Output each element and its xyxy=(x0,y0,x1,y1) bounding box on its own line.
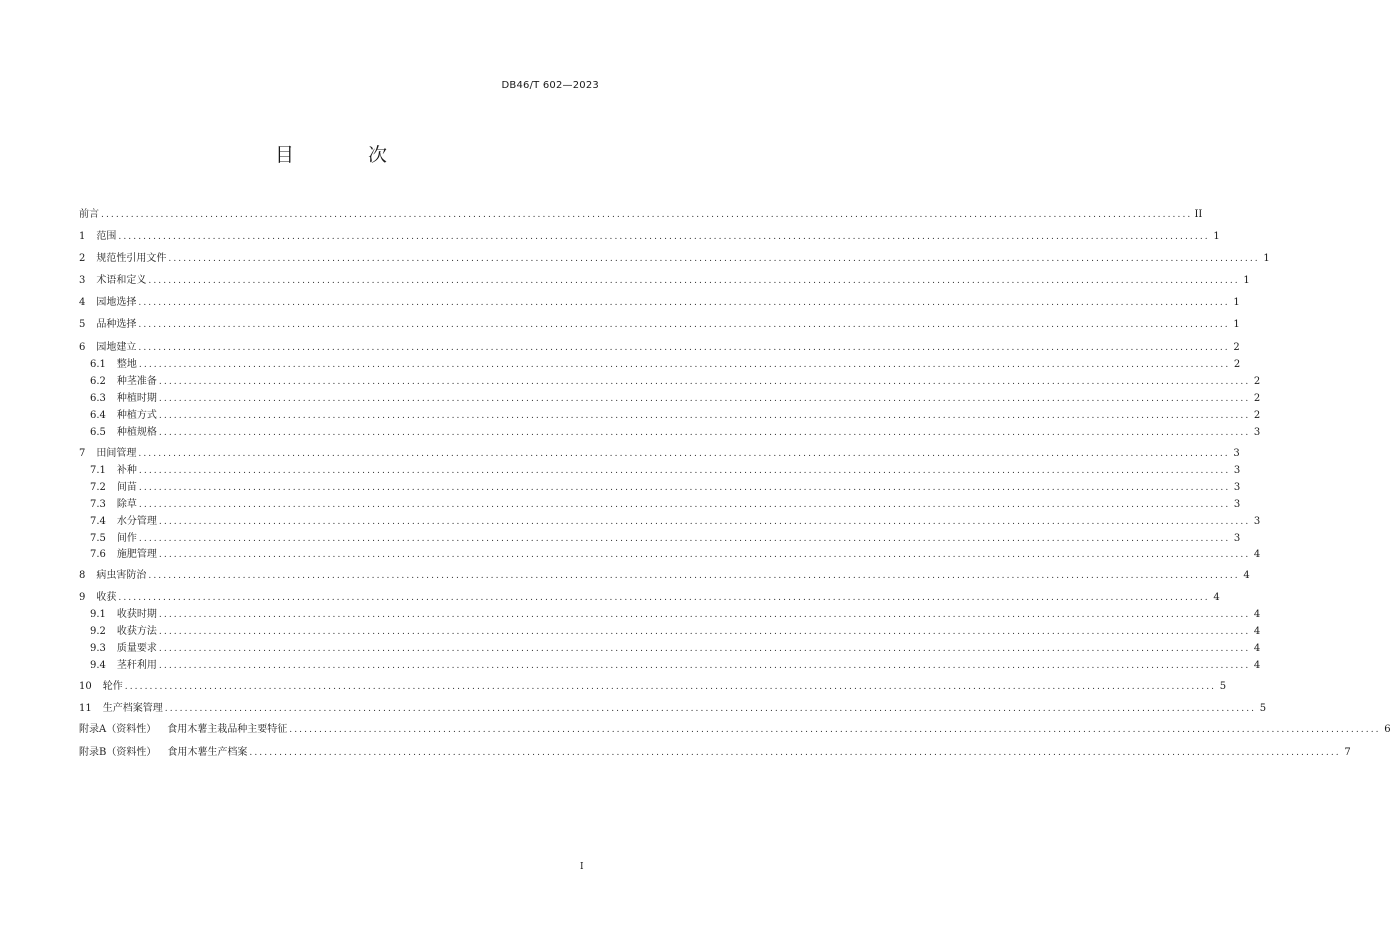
toc-entry-page: 2 xyxy=(1233,359,1241,370)
toc-leader-dots: ............................................................................................................................................................................................................................ xyxy=(118,232,1210,242)
toc-entry-label: 前言 xyxy=(79,209,99,220)
toc-leader-dots: ............................................................................................................................................................................................................................ xyxy=(138,343,1230,353)
toc-entry-page: 3 xyxy=(1233,482,1241,493)
toc-leader-dots: ............................................................................................................................................................................................................................ xyxy=(249,748,1341,758)
toc-entry-number: 9.3 xyxy=(90,643,106,654)
toc-entry-number: 7.3 xyxy=(90,499,106,510)
toc-leader-dots: ............................................................................................................................................................................................................................ xyxy=(158,550,1251,560)
toc-entry-page: 4 xyxy=(1253,626,1261,637)
toc-entry-label: 种植方式 xyxy=(116,410,157,421)
toc-entry-page: 4 xyxy=(1253,609,1261,620)
toc-entry-number: 1 xyxy=(79,231,86,242)
toc-entry-page: 2 xyxy=(1233,342,1240,353)
toc-entry[interactable] xyxy=(90,608,1261,622)
toc-leader-dots: ............................................................................................................................................................................................................................ xyxy=(289,725,1381,735)
toc-entry-number: 8 xyxy=(79,570,86,581)
toc-entry-number: 10 xyxy=(79,681,92,692)
toc-entry[interactable] xyxy=(90,498,1241,512)
toc-entry-label: 田间管理 xyxy=(96,448,137,459)
toc-entry-number: 7.5 xyxy=(90,533,106,544)
page-title: 目 次 xyxy=(274,144,422,166)
toc-entry[interactable] xyxy=(79,746,1351,760)
toc-leader-dots: ............................................................................................................................................................................................................................ xyxy=(158,517,1251,527)
toc-entry-number: 5 xyxy=(79,319,86,330)
toc-entry-label: 补种 xyxy=(116,465,137,476)
toc-entry-number: 7.6 xyxy=(90,549,106,560)
toc-entry-page: 4 xyxy=(1213,592,1220,603)
toc-entry-label: 施肥管理 xyxy=(116,549,157,560)
toc-entry-page: 2 xyxy=(1253,376,1261,387)
toc-entry[interactable] xyxy=(90,409,1261,423)
footer-page-number: I xyxy=(580,862,584,872)
toc-leader-dots: ............................................................................................................................................................................................................................ xyxy=(138,298,1230,308)
toc-entry[interactable] xyxy=(79,341,1240,355)
toc-entry-number: 6.4 xyxy=(90,410,106,421)
toc-entry-page: 1 xyxy=(1233,297,1240,308)
toc-entry[interactable] xyxy=(90,515,1261,529)
toc-entry-label: 品种选择 xyxy=(96,319,137,330)
toc-entry-number: 附录A（资料性） xyxy=(79,724,157,735)
toc-entry-number: 6.3 xyxy=(90,393,106,404)
toc-leader-dots: ............................................................................................................................................................................................................................ xyxy=(101,210,1193,220)
toc-entry-label: 整地 xyxy=(116,359,137,370)
toc-entry-page: 2 xyxy=(1253,410,1261,421)
toc-entry-page: 6 xyxy=(1384,724,1391,735)
toc-entry-number: 6.5 xyxy=(90,427,106,438)
toc-leader-dots: ............................................................................................................................................................................................................................ xyxy=(158,411,1251,421)
toc-entry-number: 9.1 xyxy=(90,609,106,620)
toc-entry-label: 术语和定义 xyxy=(96,275,147,286)
toc-entry[interactable] xyxy=(90,532,1241,546)
toc-leader-dots: ............................................................................................................................................................................................................................ xyxy=(158,377,1251,387)
toc-entry-page: 3 xyxy=(1253,516,1261,527)
toc-entry-label: 生产档案管理 xyxy=(102,703,163,714)
toc-entry[interactable] xyxy=(90,426,1261,440)
toc-entry[interactable] xyxy=(90,659,1261,673)
toc-entry[interactable] xyxy=(79,318,1240,332)
toc-entry[interactable] xyxy=(79,252,1270,266)
toc-entry[interactable] xyxy=(90,464,1241,478)
toc-entry-number: 9.2 xyxy=(90,626,106,637)
toc-entry-page: 3 xyxy=(1253,427,1261,438)
toc-entry-number: 11 xyxy=(79,703,92,714)
toc-entry-number: 7.4 xyxy=(90,516,106,527)
toc-entry[interactable] xyxy=(90,625,1261,639)
toc-entry-page: 3 xyxy=(1233,448,1240,459)
toc-leader-dots: ............................................................................................................................................................................................................................ xyxy=(164,704,1257,714)
toc-entry[interactable] xyxy=(90,375,1261,389)
toc-entry-page: 5 xyxy=(1219,681,1227,692)
toc-entry-number: 9.4 xyxy=(90,660,106,671)
toc-entry-label: 间作 xyxy=(116,533,137,544)
toc-entry-page: II xyxy=(1194,209,1203,220)
toc-leader-dots: ............................................................................................................................................................................................................................ xyxy=(138,449,1230,459)
toc-entry-label: 食用木薯生产档案 xyxy=(167,747,248,758)
toc-entry[interactable] xyxy=(90,642,1261,656)
toc-entry-page: 4 xyxy=(1253,660,1261,671)
toc-entry-number: 6 xyxy=(79,342,86,353)
toc-leader-dots: ............................................................................................................................................................................................................................ xyxy=(148,571,1240,581)
toc-entry[interactable] xyxy=(79,680,1227,694)
toc-entry-label: 园地建立 xyxy=(96,342,137,353)
toc-entry-page: 2 xyxy=(1253,393,1261,404)
toc-entry-number: 2 xyxy=(79,253,86,264)
toc-entry-label: 收获方法 xyxy=(116,626,157,637)
toc-entry-label: 规范性引用文件 xyxy=(96,253,167,264)
toc-entry-page: 5 xyxy=(1259,703,1267,714)
toc-leader-dots: ............................................................................................................................................................................................................................ xyxy=(158,627,1251,637)
toc-entry-label: 水分管理 xyxy=(116,516,157,527)
toc-entry-label: 种植时期 xyxy=(116,393,157,404)
toc-entry-label: 茎秆利用 xyxy=(116,660,157,671)
toc-entry[interactable] xyxy=(90,358,1241,372)
toc-entry[interactable] xyxy=(90,548,1261,562)
toc-entry-label: 园地选择 xyxy=(96,297,137,308)
toc-leader-dots: ............................................................................................................................................................................................................................ xyxy=(158,428,1251,438)
toc-entry-number: 附录B（资料性） xyxy=(79,747,157,758)
toc-entry[interactable] xyxy=(79,569,1250,583)
toc-entry[interactable] xyxy=(90,481,1241,495)
document-code: DB46/T 602—2023 xyxy=(501,80,599,91)
toc-entry-page: 3 xyxy=(1233,533,1241,544)
toc-leader-dots: ............................................................................................................................................................................................................................ xyxy=(138,534,1231,544)
toc-leader-dots: ............................................................................................................................................................................................................................ xyxy=(158,661,1251,671)
toc-entry-number: 7.1 xyxy=(90,465,106,476)
toc-entry-number: 3 xyxy=(79,275,86,286)
toc-entry-page: 3 xyxy=(1233,465,1241,476)
toc-leader-dots: ............................................................................................................................................................................................................................ xyxy=(158,644,1251,654)
toc-entry[interactable] xyxy=(90,392,1261,406)
toc-leader-dots: ............................................................................................................................................................................................................................ xyxy=(138,483,1231,493)
toc-leader-dots: ............................................................................................................................................................................................................................ xyxy=(158,610,1251,620)
toc-entry[interactable] xyxy=(79,230,1220,244)
toc-entry[interactable] xyxy=(79,208,1203,222)
toc-entry-label: 收获时期 xyxy=(116,609,157,620)
toc-entry[interactable] xyxy=(79,296,1240,310)
toc-entry-number: 7 xyxy=(79,448,86,459)
toc-entry-label: 种茎准备 xyxy=(116,376,157,387)
toc-leader-dots: ............................................................................................................................................................................................................................ xyxy=(138,360,1231,370)
toc-leader-dots: ............................................................................................................................................................................................................................ xyxy=(158,394,1251,404)
toc-entry-label: 食用木薯主栽品种主要特征 xyxy=(167,724,288,735)
toc-leader-dots: ............................................................................................................................................................................................................................ xyxy=(124,682,1217,692)
toc-entry-page: 1 xyxy=(1263,253,1270,264)
toc-entry-label: 间苗 xyxy=(116,482,137,493)
toc-leader-dots: ............................................................................................................................................................................................................................ xyxy=(138,320,1230,330)
toc-entry-label: 除草 xyxy=(116,499,137,510)
toc-entry-page: 1 xyxy=(1233,319,1240,330)
toc-entry-label: 收获 xyxy=(96,592,117,603)
toc-entry-label: 轮作 xyxy=(102,681,123,692)
toc-entry[interactable] xyxy=(79,702,1267,716)
toc-entry[interactable] xyxy=(79,274,1250,288)
toc-entry-page: 1 xyxy=(1213,231,1220,242)
toc-entry-label: 质量要求 xyxy=(116,643,157,654)
toc-entry-page: 4 xyxy=(1253,549,1261,560)
toc-leader-dots: ............................................................................................................................................................................................................................ xyxy=(138,466,1231,476)
toc-entry-page: 1 xyxy=(1243,275,1250,286)
toc-entry[interactable] xyxy=(79,447,1240,461)
toc-leader-dots: ............................................................................................................................................................................................................................ xyxy=(148,276,1240,286)
toc-leader-dots: ............................................................................................................................................................................................................................ xyxy=(168,254,1260,264)
toc-entry-number: 7.2 xyxy=(90,482,106,493)
toc-entry-number: 4 xyxy=(79,297,86,308)
toc-entry-label: 范围 xyxy=(96,231,117,242)
toc-entry-page: 3 xyxy=(1233,499,1241,510)
toc-entry-page: 7 xyxy=(1344,747,1351,758)
toc-entry-label: 种植规格 xyxy=(116,427,157,438)
toc-entry-number: 9 xyxy=(79,592,86,603)
toc-leader-dots: ............................................................................................................................................................................................................................ xyxy=(138,500,1231,510)
toc-entry-number: 6.2 xyxy=(90,376,106,387)
toc-entry[interactable] xyxy=(79,723,1391,737)
toc-entry-page: 4 xyxy=(1253,643,1261,654)
toc-entry-number: 6.1 xyxy=(90,359,106,370)
toc-leader-dots: ............................................................................................................................................................................................................................ xyxy=(118,593,1210,603)
toc-entry-label: 病虫害防治 xyxy=(96,570,147,581)
toc-entry[interactable] xyxy=(79,591,1220,605)
toc-entry-page: 4 xyxy=(1243,570,1250,581)
